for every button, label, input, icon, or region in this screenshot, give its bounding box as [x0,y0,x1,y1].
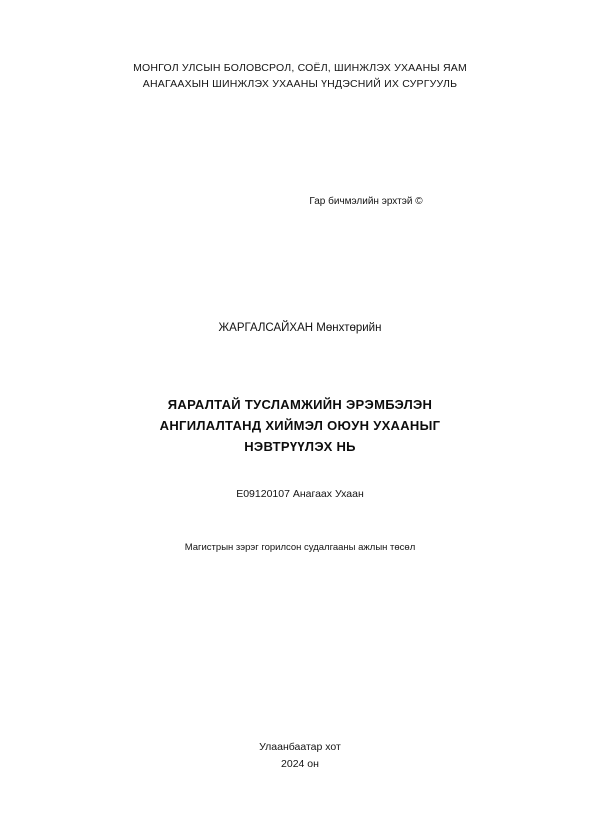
thesis-title-line-3: НЭВТРҮҮЛЭХ НЬ [244,439,356,454]
copyright-notice: Гар бичмэлийн эрхтэй © [309,196,423,207]
subject-code: E09120107 Анагаах Ухаан [236,488,364,500]
author-name: ЖАРГАЛСАЙХАН Мөнхтөрийн [218,322,382,334]
city-label: Улаанбаатар хот [259,741,341,753]
thesis-title-line-2: АНГИЛАЛТАНД ХИЙМЭЛ ОЮУН УХААНЫГ [159,418,441,433]
institution-header [0,60,600,92]
ministry-line: МОНГОЛ УЛСЫН БОЛОВСРОЛ, СОЁЛ, ШИНЖЛЭХ УХААНЫ ЯАМ [133,62,467,74]
thesis-title-line-1: ЯАРАЛТАЙ ТУСЛАМЖИЙН ЭРЭМБЭЛЭН [167,397,433,412]
year-label: 2024 он [281,758,319,770]
work-type: Магистрын зэрэг горилсон судалгааны ажлын төсөл [184,542,416,553]
university-line: АНАГААХЫН ШИНЖЛЭХ УХААНЫ ҮНДЭСНИЙ ИХ СУРГУУЛЬ [142,78,458,90]
thesis-title [0,394,600,457]
publication-footer [0,739,600,773]
